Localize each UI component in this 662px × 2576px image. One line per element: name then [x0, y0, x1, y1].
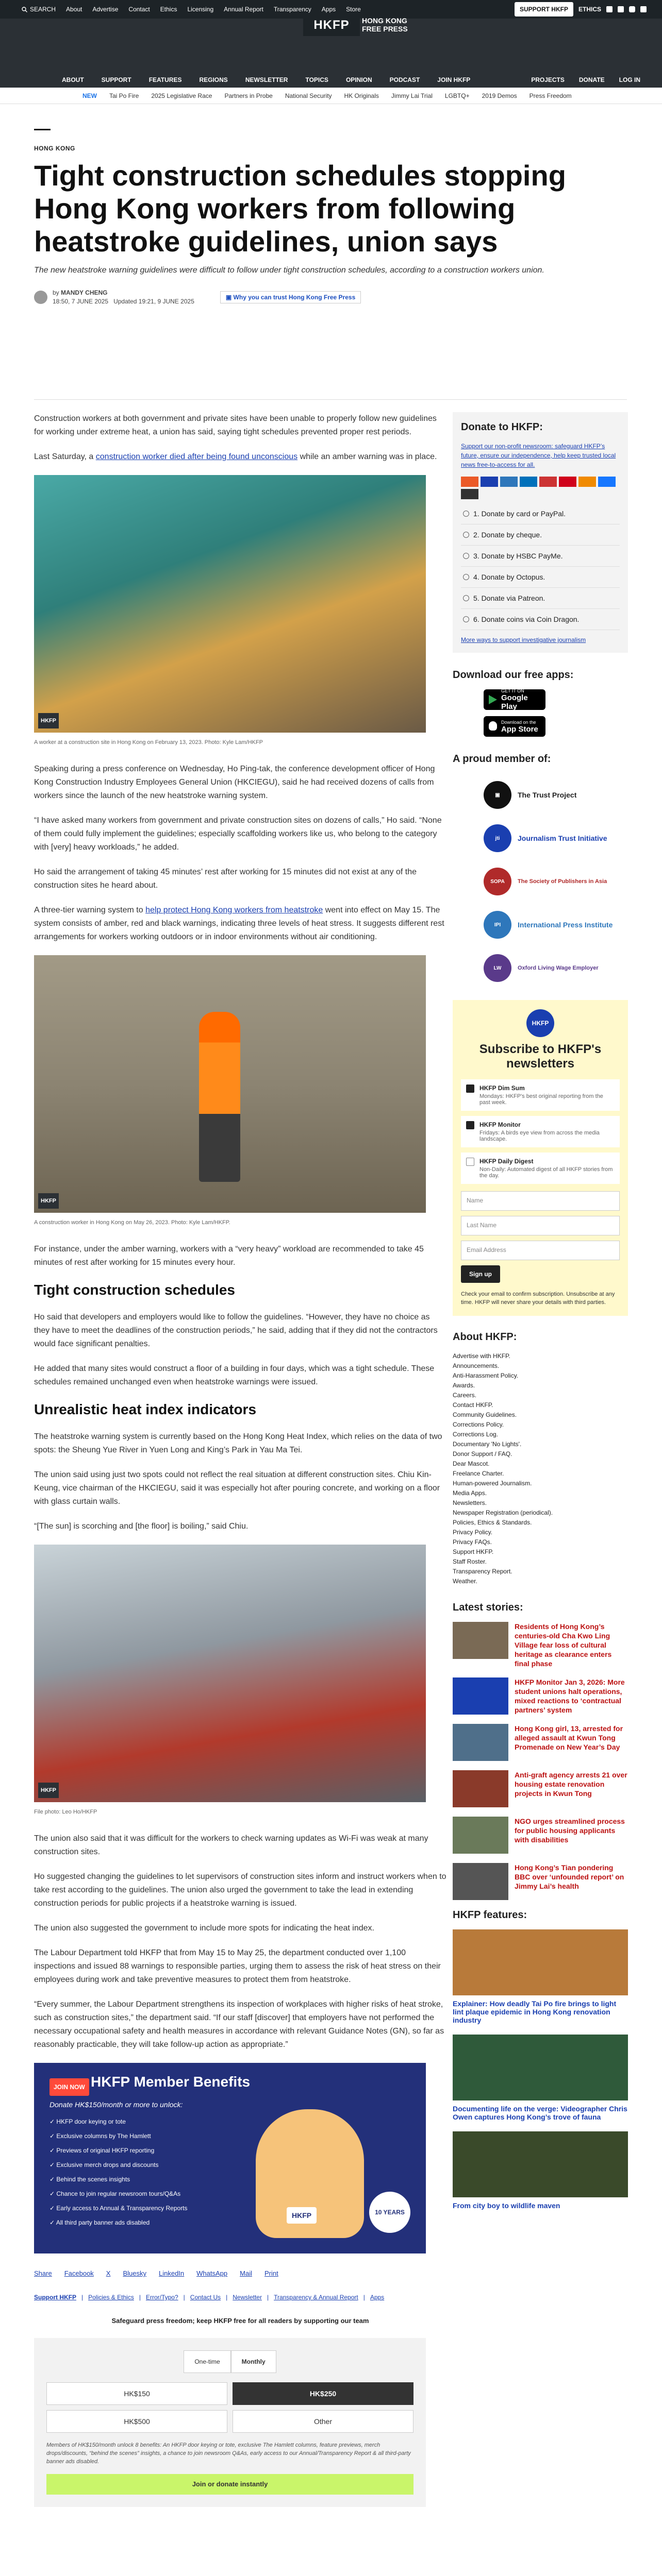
main-nav-list: [62, 76, 470, 83]
trust-icon: ▣: [225, 293, 234, 301]
share-label: Share: [34, 2269, 52, 2277]
more-ways-link[interactable]: More ways to support investigative journalism: [461, 636, 586, 643]
photo-watermark: HKFP: [38, 1783, 59, 1798]
member-org[interactable]: [484, 860, 628, 903]
about-link[interactable]: Anti-Harassment Policy.: [453, 1372, 519, 1379]
benefit-text: HKFP door keying or tote: [56, 2118, 126, 2125]
member-org[interactable]: [484, 903, 628, 946]
amex-icon: [500, 477, 518, 487]
trending-item[interactable]: HK Originals: [344, 92, 379, 99]
share-x[interactable]: X: [106, 2269, 111, 2277]
search-link[interactable]: [22, 6, 56, 13]
nav-login[interactable]: LOG IN: [619, 76, 640, 83]
trending-item[interactable]: Partners in Probe: [224, 92, 273, 99]
about-link[interactable]: Privacy Policy.: [453, 1529, 493, 1536]
util-link-ethics[interactable]: Ethics: [160, 6, 177, 13]
checkbox-checked[interactable]: [466, 1121, 474, 1129]
nav-donate[interactable]: DONATE: [578, 76, 605, 83]
paragraph-text: Last Saturday, a: [34, 452, 96, 461]
payment-option-label: 6. Donate coins via Coin Dragon.: [473, 615, 580, 623]
paragraph-text: A three-tier warning system to: [34, 906, 146, 914]
benefit-text: All third party banner ads disabled: [56, 2219, 150, 2226]
support-hkfp-button[interactable]: SUPPORT HKFP: [515, 2, 573, 16]
about-link[interactable]: Contact HKFP.: [453, 1401, 493, 1409]
frequency-toggle: [46, 2350, 413, 2373]
share-bar: [34, 2267, 446, 2280]
story-title[interactable]: Hong Kong girl, 13, arrested for alleged assault at Kwun Tong Promenade on New Year’s Day: [515, 1724, 623, 1751]
share-bluesky[interactable]: Bluesky: [123, 2269, 146, 2277]
paragraph: Ho suggested changing the guidelines to let supervisors of construction sites inform and instruct workers when to take rest according to the guidelines. The union also urged the government to take the lead in extending construction periods for public projects if a heatstroke warning is issued.: [34, 1872, 446, 1908]
search-label: SEARCH: [30, 6, 56, 13]
nav-features[interactable]: FEATURES: [148, 76, 182, 83]
donate-box: [453, 412, 628, 653]
trust-project-logo: ▣: [484, 781, 511, 809]
features-title: HKFP features:: [453, 1909, 527, 1921]
member-org[interactable]: [484, 773, 628, 817]
donation-widget: [34, 2338, 426, 2507]
app-store-button[interactable]: [484, 716, 545, 737]
about-link[interactable]: Community Guidelines.: [453, 1411, 517, 1418]
benefit-item: ✓ Chance to join regular newsroom tours/Q&As: [49, 2190, 181, 2197]
paragraph: [34, 904, 446, 944]
newsletter-option[interactable]: [461, 1153, 620, 1184]
radio-icon: [463, 595, 469, 601]
nav-about[interactable]: ABOUT: [62, 76, 84, 83]
story-title[interactable]: HKFP Monitor Jan 3, 2026: More student unions halt operations, mixed reactions to ‘contractual partners’ system: [515, 1678, 625, 1714]
story-item[interactable]: [453, 1817, 628, 1854]
about-link[interactable]: Advertise with HKFP.: [453, 1352, 510, 1360]
member-benefits-promo[interactable]: [34, 2063, 426, 2253]
story-thumbnail: [453, 1622, 508, 1659]
paragraph: The union said using just two spots could not reflect the real situation at different construction sites. Chiu Kin-Keung, vice chairman of the HKCIEGU, said it was especially hot after pouring concrete, and working on a floor with glass curtain walls.: [34, 1470, 440, 1506]
trending-item[interactable]: LGBTQ+: [444, 92, 470, 99]
amount-grid: [46, 2382, 413, 2433]
util-link-licensing[interactable]: Licensing: [187, 6, 214, 13]
footer-link-policies[interactable]: Policies & Ethics: [88, 2294, 134, 2301]
app-store-buttons: [484, 689, 628, 737]
join-donate-button[interactable]: Join or donate instantly: [46, 2474, 413, 2495]
donate-title: Donate to HKFP:: [461, 421, 543, 433]
about-link[interactable]: Freelance Charter.: [453, 1470, 504, 1477]
story-item[interactable]: [453, 1724, 628, 1761]
nav-support[interactable]: SUPPORT: [101, 76, 131, 83]
feature-image: [453, 2131, 628, 2197]
x-icon[interactable]: [618, 6, 624, 12]
nav-topics[interactable]: TOPICS: [305, 76, 328, 83]
nav-join[interactable]: JOIN HKFP: [437, 76, 471, 83]
share-mail[interactable]: Mail: [240, 2269, 252, 2277]
feature-image: [453, 2035, 628, 2100]
about-link[interactable]: Weather.: [453, 1578, 477, 1585]
story-item[interactable]: [453, 1863, 628, 1900]
amount-option[interactable]: HK$500: [46, 2410, 227, 2433]
about-link[interactable]: Documentary 'No Lights'.: [453, 1440, 522, 1448]
checkbox-unchecked[interactable]: [466, 1158, 474, 1166]
payment-option-label: 4. Donate by Octopus.: [473, 573, 545, 581]
trending-item[interactable]: National Security: [285, 92, 332, 99]
nav-podcast[interactable]: PODCAST: [389, 76, 420, 83]
paragraph: “Every summer, the Labour Department strengthens its inspection of workplaces with higher risks of heat stroke, such as construction sites,” the department said. “If our staff [discover] that employers have not performed the necessary occupational safety and health measures in accordance with relevant Guidance Notes (GN), so far as reasonably practicable, they will take follow-up action as appropriate.”: [34, 2000, 444, 2049]
about-link[interactable]: Announcements.: [453, 1362, 500, 1369]
benefit-text: Early access to Annual & Transparency Reports: [56, 2205, 188, 2212]
last-name-field[interactable]: Last Name: [461, 1216, 620, 1235]
hkfp-logo[interactable]: HKFP: [303, 14, 360, 36]
story-thumbnail: [453, 1770, 508, 1807]
nav-newsletter[interactable]: NEWSLETTER: [245, 76, 288, 83]
about-link[interactable]: Corrections Policy.: [453, 1421, 504, 1428]
header-divider: [34, 399, 627, 400]
section-heading: Unrealistic heat index indicators: [34, 1401, 257, 1417]
instagram-icon[interactable]: [629, 6, 635, 12]
paragraph: Construction workers at both government and private sites have been unable to properly follow new guidelines for working under extreme heat, a union has said, saying tight schedules prevented proper rest periods.: [34, 414, 437, 436]
benefit-item: ✓ Behind the scenes insights: [49, 2176, 130, 2183]
email-field[interactable]: Email Address: [461, 1241, 620, 1260]
footer-link-error[interactable]: Error/Typo?: [145, 2294, 178, 2301]
feature-item[interactable]: [453, 2035, 628, 2121]
nav-opinion[interactable]: OPINION: [345, 76, 372, 83]
payment-methods: [461, 503, 620, 630]
trending-bar: [0, 88, 662, 104]
footer-link-apps[interactable]: Apps: [370, 2294, 385, 2301]
signup-button[interactable]: Sign up: [461, 1265, 500, 1283]
toggle-one-time[interactable]: One-time: [184, 2350, 230, 2373]
radio-icon: [463, 532, 469, 538]
signup-form: [461, 1191, 620, 1283]
util-link-apps[interactable]: Apps: [321, 6, 336, 13]
story-item[interactable]: [453, 1677, 628, 1715]
about-link[interactable]: Newspaper Registration (periodical).: [453, 1509, 553, 1516]
story-title[interactable]: Hong Kong’s Tian pondering BBC over ‘unfounded report’ on Jimmy Lai’s health: [515, 1863, 624, 1890]
paragraph: He added that many sites would construct a floor of a building in four days, which was a tight schedule. These schedules remained unchanged even when heatstroke warnings were issued.: [34, 1364, 435, 1386]
promo-title: HKFP Member Benefits: [91, 2074, 251, 2090]
newsletter-note: Check your email to confirm subscription. Unsubscribe at any time. HKFP will never share your details with third parties.: [461, 1291, 615, 1306]
about-link[interactable]: Transparency Report.: [453, 1568, 512, 1575]
worker-figure: [199, 1012, 240, 1182]
inline-link[interactable]: help protect Hong Kong workers from heatstroke: [145, 906, 323, 914]
paragraph: Ho said that developers and employers would like to follow the guidelines. “However, they have no choice as they have to meet the deadlines of the construction periods,” he said, adding that if they did not the contractors would face significant penalties.: [34, 1313, 438, 1348]
trending-item[interactable]: 2025 Legislative Race: [151, 92, 212, 99]
member-title: A proud member of:: [453, 753, 551, 765]
fps-icon: [539, 477, 557, 487]
updated-date: Updated 19:21, 9 JUNE 2025: [113, 298, 194, 305]
paragraph: [34, 450, 446, 464]
amount-option-other[interactable]: Other: [233, 2410, 413, 2433]
feature-item[interactable]: [453, 1929, 628, 2024]
paragraph-text: went into effect on May 15. The system consists of amber, red and black warnings, indicating three levels of heat stress. It suggests different rest arrangements for workers working outdoors or in indoor environments without air conditioning.: [34, 906, 444, 941]
about-link[interactable]: Human-powered Journalism.: [453, 1480, 532, 1487]
utility-right: [515, 2, 647, 16]
newsletter-signup: [453, 1000, 628, 1316]
radio-icon: [463, 511, 469, 517]
benefit-text: Exclusive columns by The Hamlett: [56, 2132, 151, 2140]
paragraph: “I have asked many workers from government and private construction sites on dozens of calls,” Ho said. “None of them could fully implement the guidelines; especially scaffolding workers like us, who belong to the category with [very] heavy workloads,” he added.: [34, 816, 442, 852]
nav-projects[interactable]: PROJECTS: [531, 76, 565, 83]
article-photo: [34, 475, 426, 733]
payment-option[interactable]: [461, 503, 620, 524]
byline-by: by: [53, 289, 59, 296]
feature-image: [453, 1929, 628, 1995]
payment-option[interactable]: [461, 524, 620, 546]
paragraph: The heatstroke warning system is currently based on the Hong Kong Heat Index, which relies on the data of two spots: the Sheung Yue River in Yuen Long and King’s Park in Yau Ma Tei.: [34, 1432, 442, 1454]
paragraph: Speaking during a press conference on Wednesday, Ho Ping-tak, the conference development officer of Hong Kong Construction Industry Employees General Union (HKCIEGU), said he had received dozens of calls from workers since the launch of the new heatstroke warning system.: [34, 765, 435, 800]
promo-join-badge: JOIN NOW: [49, 2078, 89, 2096]
section-heading: Tight construction schedules: [34, 1282, 235, 1298]
latest-stories: [453, 1622, 628, 1900]
story-title[interactable]: Residents of Hong Kong’s centuries-old Cha Kwo Ling Village fear loss of cultural heritage as clearance enters final phase: [515, 1622, 612, 1668]
latest-title: Latest stories:: [453, 1602, 523, 1613]
sidebar: [453, 412, 628, 2220]
alipay-icon: [598, 477, 616, 487]
promo-subtitle: Donate HK$150/month or more to unlock:: [49, 2100, 183, 2109]
octopus-icon: [578, 477, 596, 487]
paragraph: “[The sun] is scorching and [the floor] is boiling,” said Chiu.: [34, 1522, 249, 1531]
mascot-shirt-label: HKFP: [287, 2207, 317, 2224]
newsletter-name: HKFP Monitor: [479, 1121, 521, 1128]
article-subtitle: The new heatstroke warning guidelines were difficult to follow under tight construction schedules, according to a construction workers union.: [34, 266, 544, 275]
ipi-logo: IPI: [484, 911, 511, 939]
toggle-monthly[interactable]: Monthly: [231, 2350, 276, 2373]
benefit-item: ✓ Early access to Annual & Transparency Reports: [49, 2205, 188, 2212]
article-photo: [34, 955, 426, 1213]
trending-item[interactable]: 2019 Demos: [482, 92, 517, 99]
newsletter-name: HKFP Daily Digest: [479, 1158, 534, 1165]
google-play-small-label: GET IT ON: [501, 688, 524, 693]
about-title: About HKFP:: [453, 1331, 517, 1343]
util-link-contact[interactable]: Contact: [128, 6, 150, 13]
amount-option[interactable]: HK$150: [46, 2382, 227, 2405]
about-link[interactable]: Dear Mascot.: [453, 1460, 490, 1467]
story-thumbnail: [453, 1817, 508, 1854]
about-link[interactable]: Corrections Log.: [453, 1431, 499, 1438]
feature-title[interactable]: Explainer: How deadly Tai Po fire brings to light lint plaque epidemic in Hong Kong renovation industry: [453, 1999, 617, 2024]
article-photo: [34, 1545, 426, 1802]
promo-benefit-list: [49, 2114, 220, 2230]
visa-icon: [481, 477, 498, 487]
logo-wordmark: [362, 16, 408, 33]
about-link[interactable]: Careers.: [453, 1392, 477, 1399]
payment-option-label: 2. Donate by cheque.: [473, 531, 542, 539]
article-footer-links: Support HKFP | Policies & Ethics | Error/Typo? | Contact Us | Newsletter | Transparency & Annual Report | Apps: [34, 2291, 446, 2304]
payment-option[interactable]: [461, 609, 620, 630]
first-name-field[interactable]: Name: [461, 1191, 620, 1211]
inline-link[interactable]: construction worker died after being found unconscious: [95, 452, 298, 461]
payment-option[interactable]: [461, 546, 620, 567]
google-play-label: Google Play: [501, 693, 528, 711]
apple-icon: [489, 721, 497, 731]
nav-regions[interactable]: REGIONS: [199, 76, 228, 83]
article-header: [34, 129, 627, 305]
payme-icon: [559, 477, 576, 487]
article-body: [34, 412, 446, 2507]
trending-item[interactable]: Tai Po Fire: [109, 92, 139, 99]
ethics-link[interactable]: ETHICS: [578, 6, 601, 13]
photo-watermark: HKFP: [38, 713, 59, 728]
trust-link-label: Why you can trust Hong Kong Free Press: [233, 293, 356, 301]
footer-link-newsletter[interactable]: Newsletter: [233, 2294, 262, 2301]
paragraph: The Labour Department told HKFP that from May 15 to May 25, the department conducted over 1,100 inspections and issued 88 warnings to responsible parties, urging them to assess the risk of heat stress on their employees during work and take preventive measures to protect them from heatstroke.: [34, 1948, 441, 1984]
benefit-item: ✓ HKFP door keying or tote: [49, 2118, 126, 2125]
trending-item[interactable]: Jimmy Lai Trial: [391, 92, 433, 99]
hkfp-badge-icon: HKFP: [526, 1009, 554, 1037]
photo-caption: File photo: Leo Ho/HKFP: [34, 1809, 97, 1815]
donate-text[interactable]: Support our non-profit newsroom: safeguard HKFP’s future, ensure our independence, help keep trusted local news free-to-access for all.: [461, 443, 616, 468]
member-org-name: Journalism Trust Initiative: [518, 834, 607, 842]
photo-caption: A worker at a construction site in Hong Kong on February 13, 2023. Photo: Kyle Lam/HKFP: [34, 739, 263, 745]
paragraph-text: while an amber warning was in place.: [297, 452, 437, 461]
byline: [34, 289, 627, 305]
story-thumbnail: [453, 1677, 508, 1715]
photo-watermark: HKFP: [38, 1193, 59, 1209]
author-name[interactable]: MANDY CHENG: [61, 289, 108, 296]
checkbox-checked[interactable]: [466, 1084, 474, 1093]
radio-icon: [463, 574, 469, 580]
footer-link-transparency[interactable]: Transparency & Annual Report: [274, 2294, 358, 2301]
util-link-annual-report[interactable]: Annual Report: [224, 6, 263, 13]
benefit-text: Previews of original HKFP reporting: [56, 2147, 155, 2154]
share-whatsapp[interactable]: WhatsApp: [196, 2269, 228, 2277]
paypal-icon: [520, 477, 537, 487]
jti-logo: jti: [484, 824, 511, 852]
mastercard-icon: [461, 477, 478, 487]
payment-option[interactable]: [461, 567, 620, 588]
membership-list: [484, 773, 628, 990]
story-thumbnail: [453, 1863, 508, 1900]
payment-logos: [461, 477, 620, 499]
living-wage-logo: LW: [484, 954, 511, 982]
payment-option-label: 3. Donate by HSBC PayMe.: [473, 552, 563, 560]
trending-new-label: NEW: [82, 92, 97, 99]
newsletter-title: Subscribe to HKFP's newsletters: [479, 1042, 602, 1071]
benefit-item: ✓ All third party banner ads disabled: [49, 2219, 150, 2226]
sopa-logo: SOPA: [484, 868, 511, 895]
section-rule: [34, 129, 51, 130]
ten-years-badge: 10 YEARS: [369, 2192, 410, 2233]
feature-item[interactable]: [453, 2131, 628, 2210]
about-link[interactable]: Support HKFP.: [453, 1548, 494, 1555]
footer-link-support[interactable]: Support HKFP: [34, 2294, 76, 2301]
radio-icon: [463, 616, 469, 622]
newsletter-desc: Fridays: A birds eye view from across the media landscape.: [479, 1130, 600, 1142]
about-links: [453, 1351, 628, 1586]
google-play-icon: [489, 695, 497, 704]
benefit-text: Chance to join regular newsroom tours/Q&As: [56, 2190, 181, 2197]
donation-note: Members of HK$150/month unlock 8 benefits: An HKFP door keying or tote, exclusive The Hamlett columns, feature previews, merch drops/discounts, “behind the scenes” insights, a chance to join newsroom Q&As, early access to our Annual/Transparency Report & all third-party banner ads disabled.: [46, 2442, 411, 2465]
newsletter-option[interactable]: [461, 1116, 620, 1147]
search-icon: [22, 7, 27, 12]
story-title[interactable]: NGO urges streamlined process for public housing applicants with disabilities: [515, 1817, 625, 1844]
member-org-name: The Trust Project: [518, 791, 577, 799]
about-link[interactable]: Awards.: [453, 1382, 475, 1389]
util-link-advertise[interactable]: Advertise: [92, 6, 119, 13]
util-link-store[interactable]: Store: [346, 6, 361, 13]
benefit-item: ✓ Previews of original HKFP reporting: [49, 2147, 155, 2154]
benefit-item: ✓ Exclusive merch drops and discounts: [49, 2161, 159, 2168]
apps-title: Download our free apps:: [453, 669, 574, 681]
about-link[interactable]: Privacy FAQs.: [453, 1538, 492, 1546]
payment-option-label: 1. Donate by card or PayPal.: [473, 510, 566, 518]
trust-link[interactable]: [220, 291, 361, 303]
paragraph: For instance, under the amber warning, workers with a “very heavy” workload are recommended to take 45 minutes of rest after working for 15 minutes every hour.: [34, 1245, 424, 1267]
logo-line-1: HONG KONG: [362, 16, 407, 25]
member-org-name: International Press Institute: [518, 921, 613, 929]
author-avatar: [34, 291, 47, 304]
app-store-small-label: Download on the: [501, 719, 536, 725]
about-link[interactable]: Newsletters.: [453, 1499, 487, 1506]
util-link-about[interactable]: About: [66, 6, 82, 13]
section-label[interactable]: HONG KONG: [34, 145, 75, 152]
story-thumbnail: [453, 1724, 508, 1761]
newsletter-desc: Mondays: HKFP's best original reporting from the past week.: [479, 1093, 603, 1106]
paragraph: Ho said the arrangement of taking 45 minutes’ rest after working for 15 minutes did not exist at any of the construction sites he heard about.: [34, 868, 417, 890]
member-org[interactable]: [484, 817, 628, 860]
share-facebook[interactable]: Facebook: [64, 2269, 94, 2277]
payment-option[interactable]: [461, 588, 620, 609]
facebook-icon[interactable]: [606, 6, 613, 12]
newsletter-desc: Non-Daily: Automated digest of all HKFP stories from the day.: [479, 1166, 613, 1179]
util-link-transparency[interactable]: Transparency: [273, 6, 311, 13]
feature-title[interactable]: From city boy to wildlife maven: [453, 2201, 560, 2210]
patreon-icon: [461, 489, 478, 499]
radio-icon: [463, 553, 469, 559]
story-title[interactable]: Anti-graft agency arrests 21 over housing estate renovation projects in Kwun Tong: [515, 1771, 627, 1798]
member-org-name: The Society of Publishers in Asia: [518, 878, 607, 885]
benefit-item: ✓ Exclusive columns by The Hamlett: [49, 2132, 151, 2140]
trending-item[interactable]: Press Freedom: [529, 92, 572, 99]
about-link[interactable]: Policies, Ethics & Standards.: [453, 1519, 532, 1526]
publish-date: 18:50, 7 JUNE 2025: [53, 298, 109, 305]
share-print[interactable]: Print: [264, 2269, 278, 2277]
amount-option-selected[interactable]: HK$250: [233, 2382, 413, 2405]
newsletter-option[interactable]: [461, 1079, 620, 1111]
feature-title[interactable]: Documenting life on the verge: Videographer Chris Owen captures Hong Kong’s trove of fauna: [453, 2105, 627, 2121]
logo-line-2: FREE PRESS: [362, 25, 408, 33]
about-link[interactable]: Staff Roster.: [453, 1558, 487, 1565]
app-store-label: App Store: [501, 724, 538, 734]
youtube-icon[interactable]: [640, 6, 647, 12]
benefit-text: Exclusive merch drops and discounts: [56, 2161, 159, 2168]
story-item[interactable]: [453, 1770, 628, 1807]
member-org-name: Oxford Living Wage Employer: [518, 965, 599, 971]
payment-option-label: 5. Donate via Patreon.: [473, 594, 545, 602]
newsletter-name: HKFP Dim Sum: [479, 1084, 525, 1092]
about-link[interactable]: Donor Support / FAQ.: [453, 1450, 512, 1458]
safeguard-text: Safeguard press freedom; keep HKFP free for all readers by supporting our team: [111, 2317, 369, 2325]
main-nav-right: [531, 76, 640, 83]
benefit-text: Behind the scenes insights: [56, 2176, 130, 2183]
deer-mascot-illustration: [256, 2109, 364, 2238]
paragraph: The union also suggested the government to include more spots for indicating the heat index.: [34, 1924, 374, 1933]
share-linkedin[interactable]: LinkedIn: [159, 2269, 185, 2277]
member-org[interactable]: [484, 946, 628, 990]
photo-caption: A construction worker in Hong Kong on May 26, 2023. Photo: Kyle Lam/HKFP.: [34, 1219, 230, 1226]
google-play-button[interactable]: [484, 689, 545, 710]
story-item[interactable]: [453, 1622, 628, 1668]
paragraph: The union also said that it was difficult for the workers to check warning updates as Wi-Fi was weak at many construction sites.: [34, 1834, 428, 1856]
article-title: Tight construction schedules stopping Hong Kong workers from following heatstroke guidelines, union says: [34, 159, 566, 258]
footer-link-contact[interactable]: Contact Us: [190, 2294, 221, 2301]
about-link[interactable]: Media Apps.: [453, 1489, 487, 1497]
